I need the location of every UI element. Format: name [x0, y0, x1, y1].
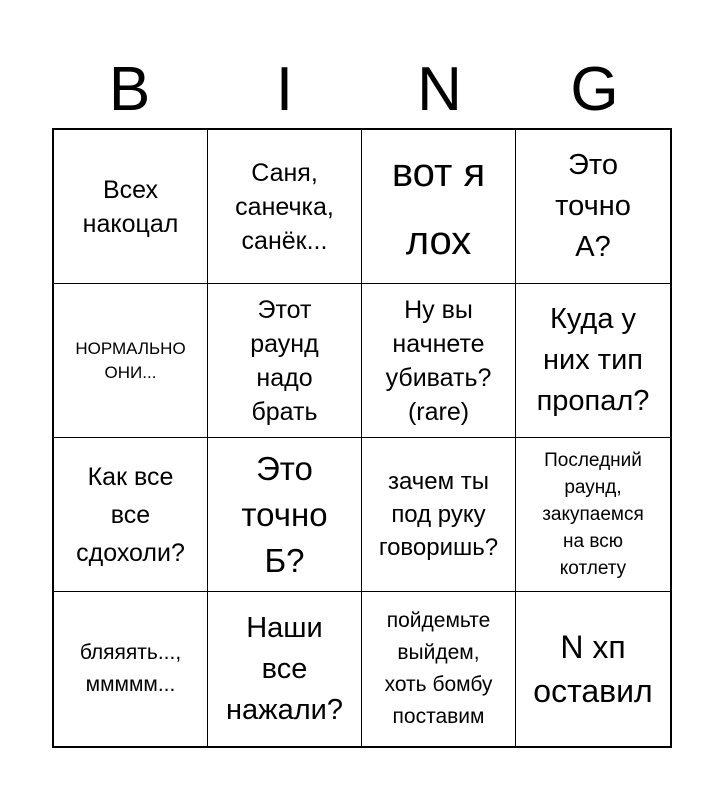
- cell-text: бляяять..., ммммм...: [79, 641, 182, 696]
- cell-text: вот я лох: [391, 150, 486, 263]
- bingo-cell-3-4[interactable]: [516, 438, 670, 592]
- bingo-cell-4-1[interactable]: [54, 592, 208, 746]
- bingo-cell-4-4[interactable]: [516, 592, 670, 746]
- header-letter-g: G: [570, 55, 619, 124]
- cell-text: Как все все сдохоли?: [76, 462, 185, 567]
- header-letter-n: N: [417, 55, 462, 124]
- bingo-cell-3-2[interactable]: [208, 438, 362, 592]
- bingo-cell-3-3[interactable]: [362, 438, 516, 592]
- bingo-cell-4-2[interactable]: [208, 592, 362, 746]
- cell-text: Этот раунд надо брать: [250, 295, 319, 426]
- header-letter-b: B: [108, 55, 151, 124]
- bingo-cell-1-3[interactable]: [362, 130, 516, 284]
- cell-text: Куда у них тип пропал?: [536, 303, 650, 417]
- cell-text: пойдемьте выйдем, хоть бомбу поставим: [384, 609, 493, 728]
- header-letter-i: I: [275, 55, 294, 124]
- bingo-cell-2-3[interactable]: [362, 284, 516, 438]
- cell-text: Наши все нажали?: [226, 611, 343, 726]
- cell-text: Это точно А?: [555, 149, 631, 263]
- bingo-cell-2-2[interactable]: [208, 284, 362, 438]
- bingo-cell-2-1[interactable]: [54, 284, 208, 438]
- cell-text: зачем ты под руку говоришь?: [378, 468, 499, 561]
- cell-text: Саня, санечка, санёк...: [235, 158, 334, 255]
- bingo-cell-3-1[interactable]: [54, 438, 208, 592]
- cell-text: Последний раунд, закупаемся на всю котлету: [542, 450, 644, 579]
- bingo-grid: [52, 128, 672, 748]
- cell-text: Ну вы начнете убивать? (rare): [385, 295, 492, 426]
- bingo-cell-1-2[interactable]: [208, 130, 362, 284]
- bingo-header: [52, 52, 672, 128]
- cell-text: Это точно Б?: [241, 449, 328, 579]
- bingo-cell-2-4[interactable]: [516, 284, 670, 438]
- bingo-cell-1-4[interactable]: [516, 130, 670, 284]
- cell-text: НОРМАЛЬНО ОНИ...: [75, 338, 186, 382]
- bingo-cell-4-3[interactable]: [362, 592, 516, 746]
- bingo-cell-1-1[interactable]: [54, 130, 208, 284]
- cell-text: N хп оставил: [533, 629, 653, 709]
- cell-text: Всех накоцал: [82, 175, 179, 238]
